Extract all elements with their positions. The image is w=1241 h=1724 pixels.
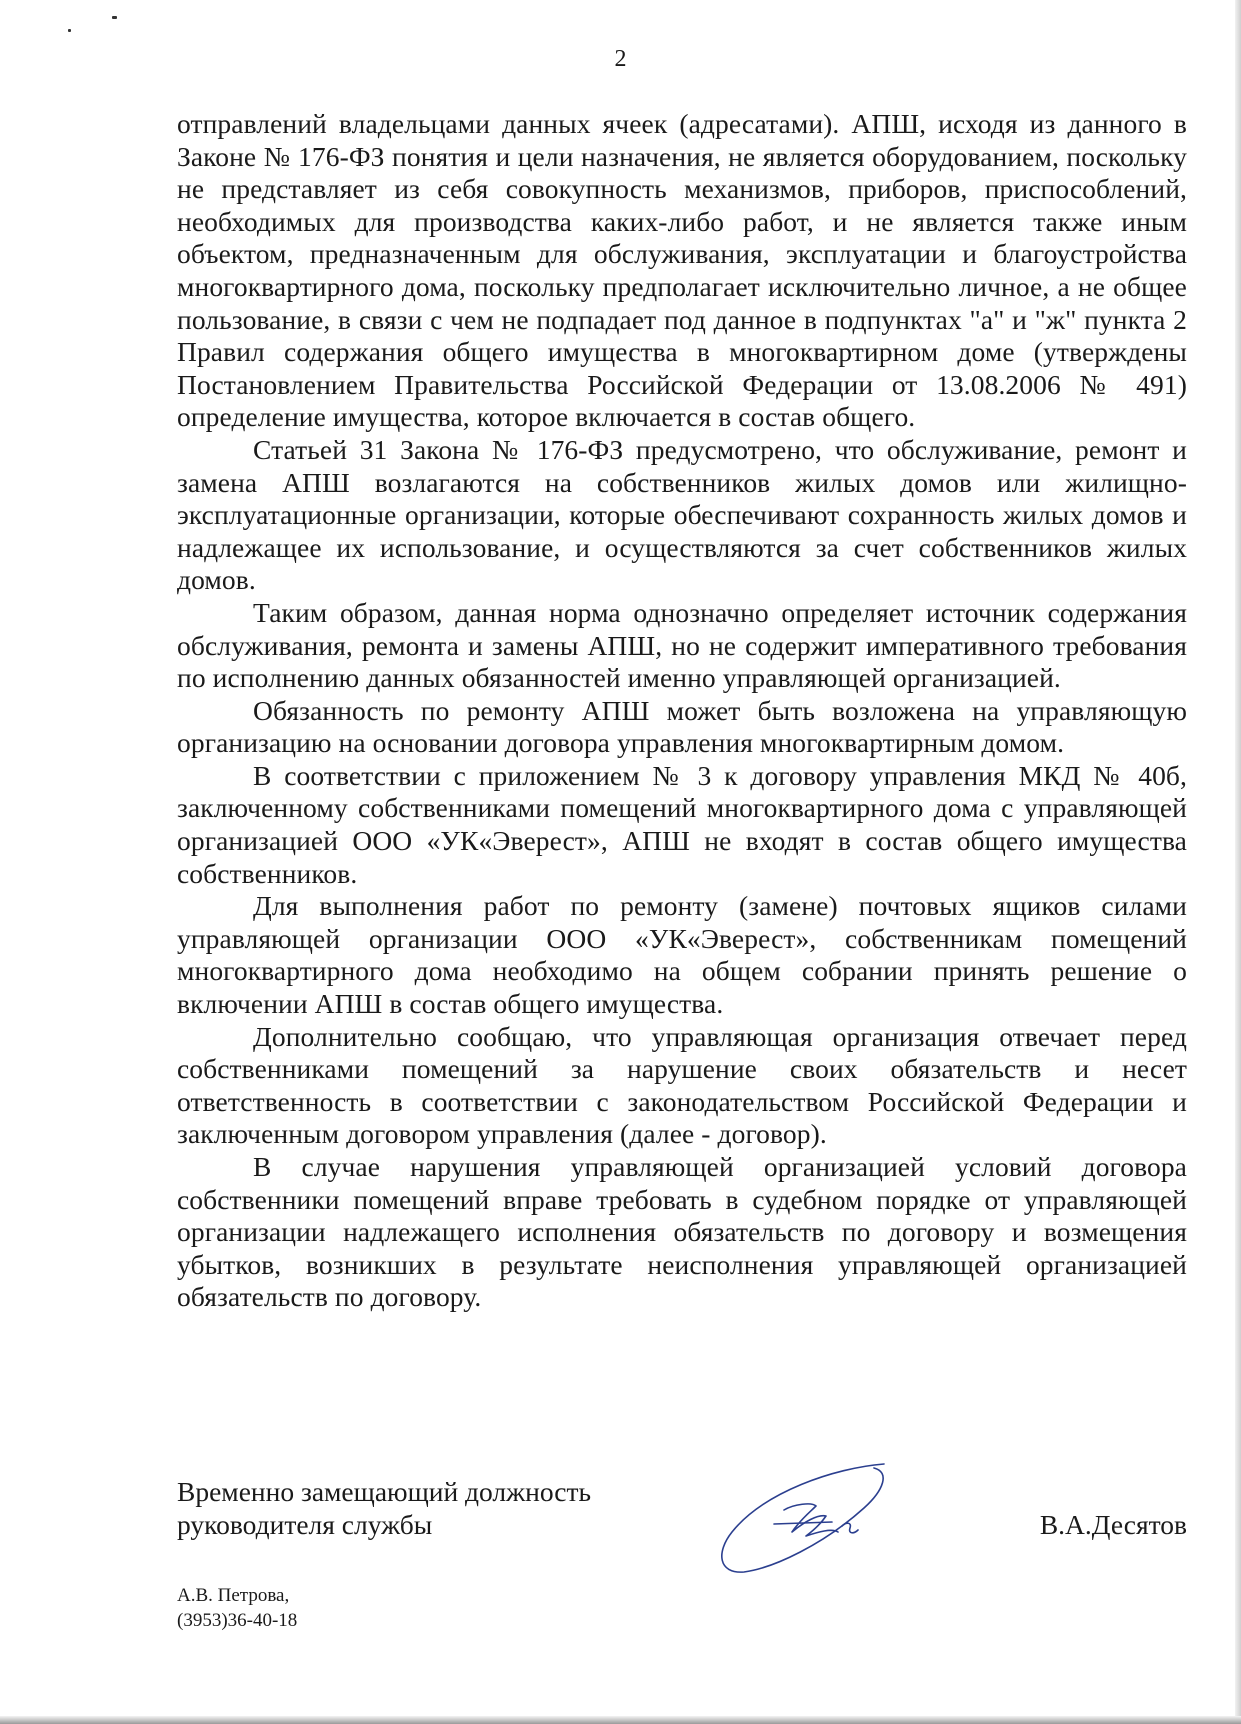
scan-speck [68,29,71,32]
signatory-title-line: Временно замещающий должность [177,1476,592,1507]
signature-block [177,1475,1187,1555]
signatory-title-line: руководителя службы [177,1509,433,1540]
scan-speck [112,16,117,19]
paragraph-continuation: отправлений владельцами данных ячеек (адресатами). АПШ, исходя из данного в Законе № 176-ФЗ понятия и цели назначения, не является оборудованием, поскольку не представляет из себя совокупность механизмов, приборов, приспособлений, необходимых для производства каких-либо работ, и не является также иным объектом, предназначенным для обслуживания, эксплуатации и благоустройства многоквартирного дома, поскольку предполагает исключительно личное, а не общее пользование, в связи с чем не подпадает под данное в подпунктах "а" и "ж" пункта 2 Правил содержания общего имущества в многоквартирном доме (утверждены Постановлением Правительства Российской Федерации от 13.08.2006 № 491) определение имущества, которое включается в состав общего. [177,108,1187,433]
executor-name: А.В. Петрова, [177,1585,290,1606]
paragraph: Таким образом, данная норма однозначно определяет источник содержания обслуживания, ремонта и замены АПШ, но не содержит императивного требования по исполнению данных обязанностей именно управляющей организацией. [177,596,1187,694]
paragraph: В случае нарушения управляющей организацией условий договора собственники помещений вправе требовать в судебном порядке от управляющей организации надлежащего исполнения обязательств по договору и возмещения убытков, возникших в результате неисполнения управляющей организацией обязательств по договору. [177,1151,1187,1313]
paragraph: Статьей 31 Закона № 176-ФЗ предусмотрено, что обслуживание, ремонт и замена АПШ возлагаются на собственников жилых домов или жилищно-эксплуатационные организации, которые обеспечивают сохранность жилых домов и надлежащее их использование, и осуществляются за счет собственников жилых домов. [177,433,1187,596]
scan-edge-bottom [0,1716,1241,1724]
scan-edge-right [1235,0,1241,1724]
signatory-title [177,1475,591,1541]
page-number: 2 [614,46,627,72]
paragraph: Дополнительно сообщаю, что управляющая организация отвечает перед собственниками помещений за нарушение своих обязательств и несет ответственность в соответствии с законодательством Российской Федерации и заключенным договором управления (далее - договор). [177,1020,1187,1150]
executor-phone: (3953)36-40-18 [177,1610,298,1631]
paragraph: Для выполнения работ по ремонту (замене) почтовых ящиков силами управляющей организации ООО «УК«Эверест», собственникам помещений многоквартирного дома необходимо на общем собрании принять решение о включении АПШ в состав общего имущества. [177,890,1187,1020]
paragraph: Обязанность по ремонту АПШ может быть возложена на управляющую организацию на основании договора управления многоквартирным домом. [177,694,1187,759]
handwritten-signature [714,1452,914,1582]
letter-body [177,108,1187,1314]
signatory-name: В.А.Десятов [1039,1509,1187,1540]
paragraph: В соответствии с приложением № 3 к договору управления МКД № 40б, заключенному собственниками помещений многоквартирного дома с управляющей организацией ООО «УК«Эверест», АПШ не входят в состав общего имущества собственников. [177,759,1187,889]
executor-info [177,1583,297,1633]
